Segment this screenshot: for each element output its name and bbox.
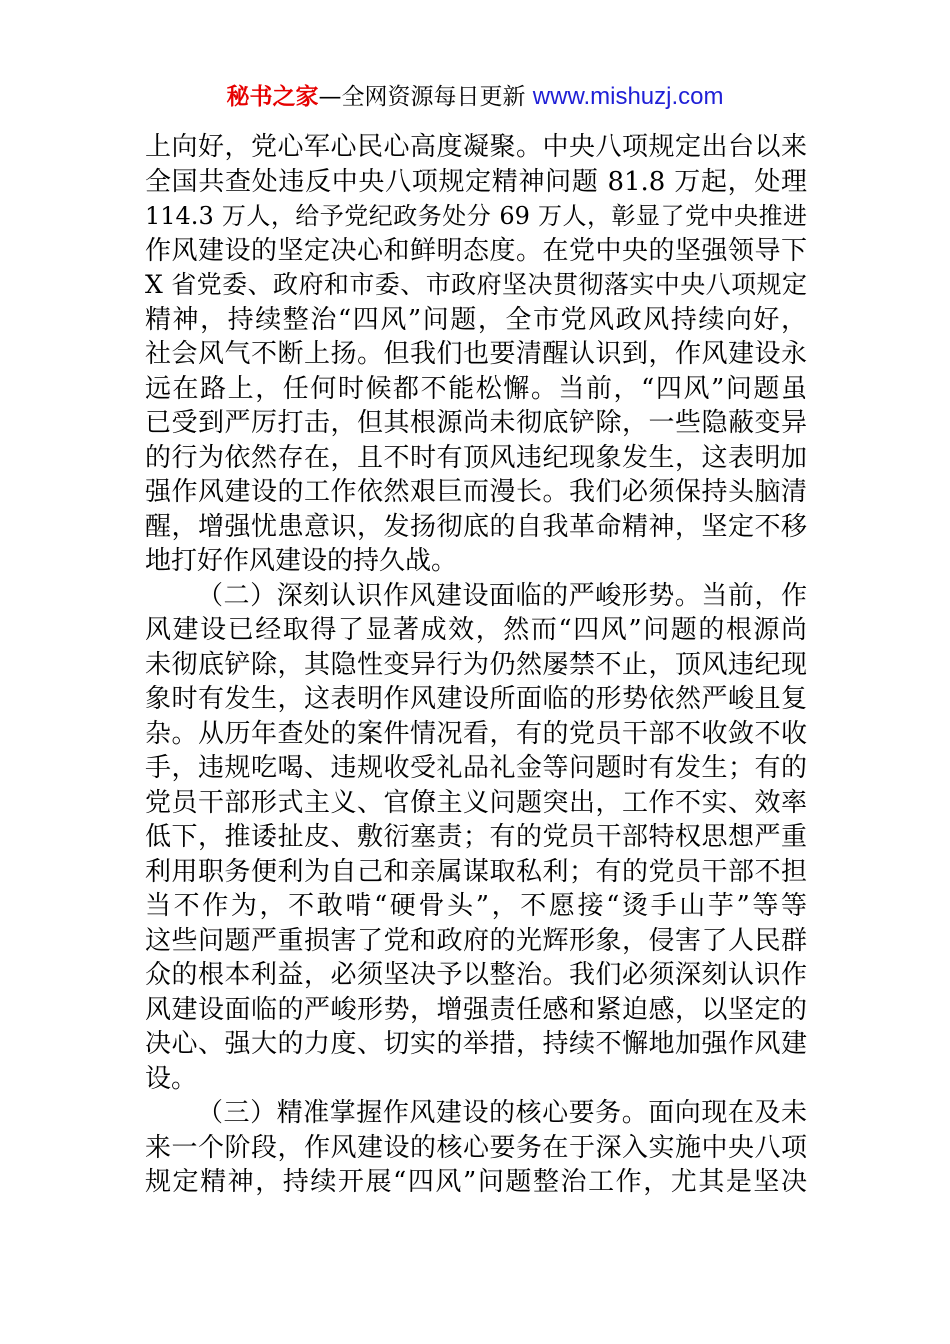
text-line: 利用职务便利为自己和亲属谋取私利；有的党员干部不担	[145, 856, 807, 887]
section-heading-line: （三）精准掌握作风建设的核心要务。面向现在及未	[197, 1098, 807, 1128]
text-line: 社会风气不断上扬。但我们也要清醒认识到，作风建设永	[145, 339, 807, 369]
text-line: 手，违规吃喝、违规收受礼品礼金等问题时有发生；有的	[145, 753, 807, 783]
text-line: 上向好，党心军心民心高度凝聚。中央八项规定出台以来	[145, 132, 807, 162]
text-line: 114.3 万人，给予党纪政务处分 69 万人，彰显了党中央推进	[145, 202, 807, 230]
text-line: 地打好作风建设的持久战。	[145, 546, 458, 576]
text-line: 低下，推诿扯皮、敷衍塞责；有的党员干部特权思想严重	[145, 822, 807, 852]
section-heading-line: （二）深刻认识作风建设面临的严峻形势。当前，作	[197, 580, 807, 611]
text-line: 醒，增强忧患意识，发扬彻底的自我革命精神，坚定不移	[145, 511, 807, 542]
text-line: 众的根本利益，必须坚决予以整治。我们必须深刻认识作	[145, 960, 807, 990]
text-line: 设。	[145, 1063, 198, 1094]
brand-name: 秘书之家	[226, 84, 319, 110]
website-link[interactable]: www.mishuzj.com	[532, 83, 724, 110]
text-line: 作风建设的坚定决心和鲜明态度。在党中央的坚强领导下	[145, 235, 807, 266]
text-line: 规定精神，持续开展“四风”问题整治工作，尤其是坚决	[145, 1167, 807, 1197]
text-line: 已受到严厉打击，但其根源尚未彻底铲除，一些隐蔽变异	[145, 408, 807, 438]
text-line: 精神，持续整治“四风”问题，全市党风政风持续向好，	[145, 304, 807, 335]
header-tagline: —全网资源每日更新	[318, 84, 533, 110]
text-line: 风建设面临的严峻形势，增强责任感和紧迫感，以坚定的	[145, 994, 807, 1025]
text-line: 风建设已经取得了显著成效，然而“四风”问题的根源尚	[145, 615, 807, 645]
text-line: 未彻底铲除，其隐性变异行为仍然屡禁不止，顶风违纪现	[145, 649, 807, 680]
text-line: 象时有发生，这表明作风建设所面临的形势依然严峻且复	[145, 684, 807, 714]
text-line: 全国共查处违反中央八项规定精神问题 81.8 万起，处理	[145, 166, 807, 197]
text-line: 强作风建设的工作依然艰巨而漫长。我们必须保持头脑清	[145, 477, 807, 507]
text-line: 决心、强大的力度、切实的举措，持续不懈地加强作风建	[145, 1029, 807, 1059]
text-line: 的行为依然存在，且不时有顶风违纪现象发生，这表明加	[145, 442, 807, 473]
document-body	[145, 130, 807, 1200]
text-line: 这些问题严重损害了党和政府的光辉形象，侵害了人民群	[145, 925, 807, 956]
text-line: 当不作为，不敢啃“硬骨头”，不愿接“烫手山芋”等等	[145, 891, 807, 921]
page-header	[0, 80, 950, 114]
text-line: X 省党委、政府和市委、市政府坚决贯彻落实中央八项规定	[145, 270, 807, 299]
text-line: 来一个阶段，作风建设的核心要务在于深入实施中央八项	[145, 1132, 807, 1163]
text-line: 党员干部形式主义、官僚主义问题突出，工作不实、效率	[145, 787, 807, 818]
text-line: 远在路上，任何时候都不能松懈。当前，“四风”问题虽	[145, 373, 807, 404]
text-line: 杂。从历年查处的案件情况看，有的党员干部不收敛不收	[145, 718, 807, 749]
